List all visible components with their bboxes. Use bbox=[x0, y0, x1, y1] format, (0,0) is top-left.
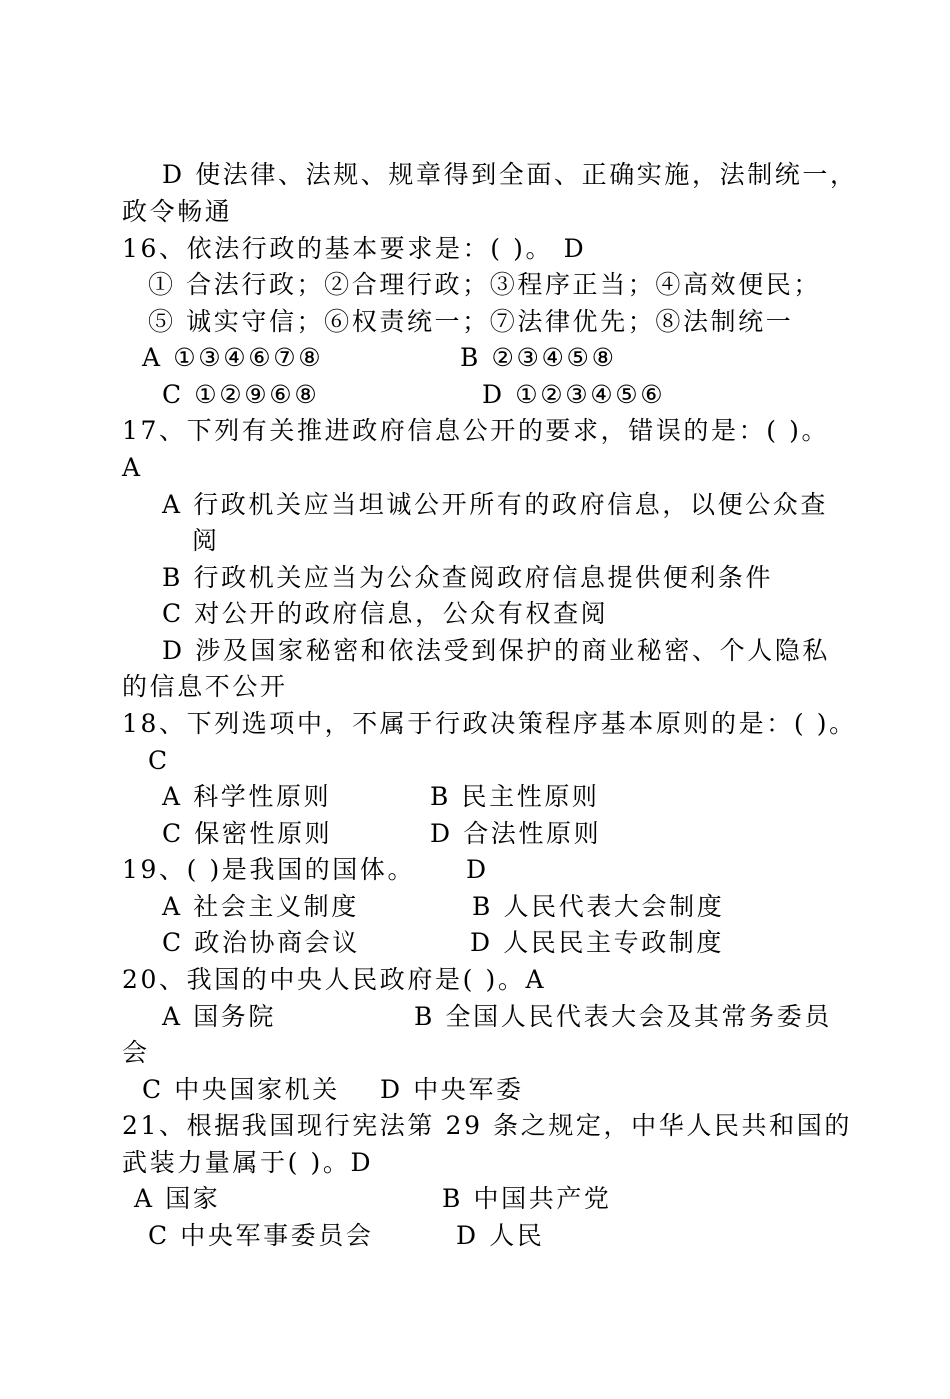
q18-stem: 18、下列选项中，不属于行政决策程序基本原则的是：( )。 bbox=[122, 709, 857, 738]
q18-option-a: A 科学性原则 bbox=[162, 782, 332, 811]
q16-option-d: D ①②③④⑤⑥ bbox=[482, 380, 666, 409]
q20-option-d: D 中央军委 bbox=[380, 1075, 524, 1104]
q17-option-d-line1: D 涉及国家秘密和依法受到保护的商业秘密、个人隐私 bbox=[162, 636, 830, 665]
q21-option-c: C 中央军事委员会 bbox=[148, 1221, 374, 1250]
q19-stem: 19、( )是我国的国体。 bbox=[122, 855, 416, 884]
q17-answer: A bbox=[122, 453, 143, 482]
q21-option-d: D 人民 bbox=[456, 1221, 545, 1250]
q17-option-b: B 行政机关应当为公众查阅政府信息提供便利条件 bbox=[162, 563, 774, 592]
q15-option-d-line2: 政令畅通 bbox=[122, 197, 233, 226]
q17-option-a-line1: A 行政机关应当坦诚公开所有的政府信息，以便公众查 bbox=[162, 490, 829, 519]
q18-option-d: D 合法性原则 bbox=[430, 819, 602, 848]
q17-stem: 17、下列有关推进政府信息公开的要求，错误的是：( )。 bbox=[122, 416, 830, 445]
q20-option-b-line2: 会 bbox=[122, 1038, 150, 1067]
q15-option-d-line1: D 使法律、法规、规章得到全面、正确实施，法制统一， bbox=[162, 160, 858, 189]
q21-stem-line2: 武装力量属于( )。D bbox=[122, 1148, 374, 1177]
q17-option-d-line2: 的信息不公开 bbox=[122, 672, 288, 701]
q20-option-b-line1: B 全国人民代表大会及其常务委员 bbox=[414, 1002, 832, 1031]
q21-option-a: A 国家 bbox=[134, 1184, 221, 1213]
q17-option-c: C 对公开的政府信息，公众有权查阅 bbox=[162, 599, 609, 628]
q18-answer: C bbox=[148, 746, 170, 775]
q16-option-b: B ②③④⑤⑧ bbox=[460, 343, 617, 372]
q18-option-c: C 保密性原则 bbox=[162, 819, 333, 848]
q16-option-c: C ①②⑨⑥⑧ bbox=[162, 380, 320, 409]
q16-items-line2: ⑤ 诚实守信；⑥权责统一；⑦法律优先；⑧法制统一 bbox=[148, 307, 794, 336]
q16-items-line1: ① 合法行政；②合理行政；③程序正当；④高效便民； bbox=[148, 270, 821, 299]
q21-option-b: B 中国共产党 bbox=[442, 1184, 612, 1213]
q19-option-a: A 社会主义制度 bbox=[162, 892, 359, 921]
q20-stem: 20、我国的中央人民政府是( )。A bbox=[122, 965, 547, 994]
q21-stem-line1: 21、根据我国现行宪法第 29 条之规定，中华人民共和国的 bbox=[122, 1111, 852, 1140]
q20-option-c: C 中央国家机关 bbox=[142, 1075, 340, 1104]
q20-option-a: A 国务院 bbox=[162, 1002, 277, 1031]
q17-option-a-line2: 阅 bbox=[192, 526, 220, 555]
q19-answer: D bbox=[466, 855, 489, 884]
q16-stem: 16、依法行政的基本要求是：( )。 D bbox=[122, 234, 587, 263]
q19-option-b: B 人民代表大会制度 bbox=[472, 892, 725, 921]
q16-option-a: A ①③④⑥⑦⑧ bbox=[142, 343, 324, 372]
q19-option-c: C 政治协商会议 bbox=[162, 928, 360, 957]
q18-option-b: B 民主性原则 bbox=[430, 782, 600, 811]
q19-option-d: D 人民民主专政制度 bbox=[470, 928, 724, 957]
